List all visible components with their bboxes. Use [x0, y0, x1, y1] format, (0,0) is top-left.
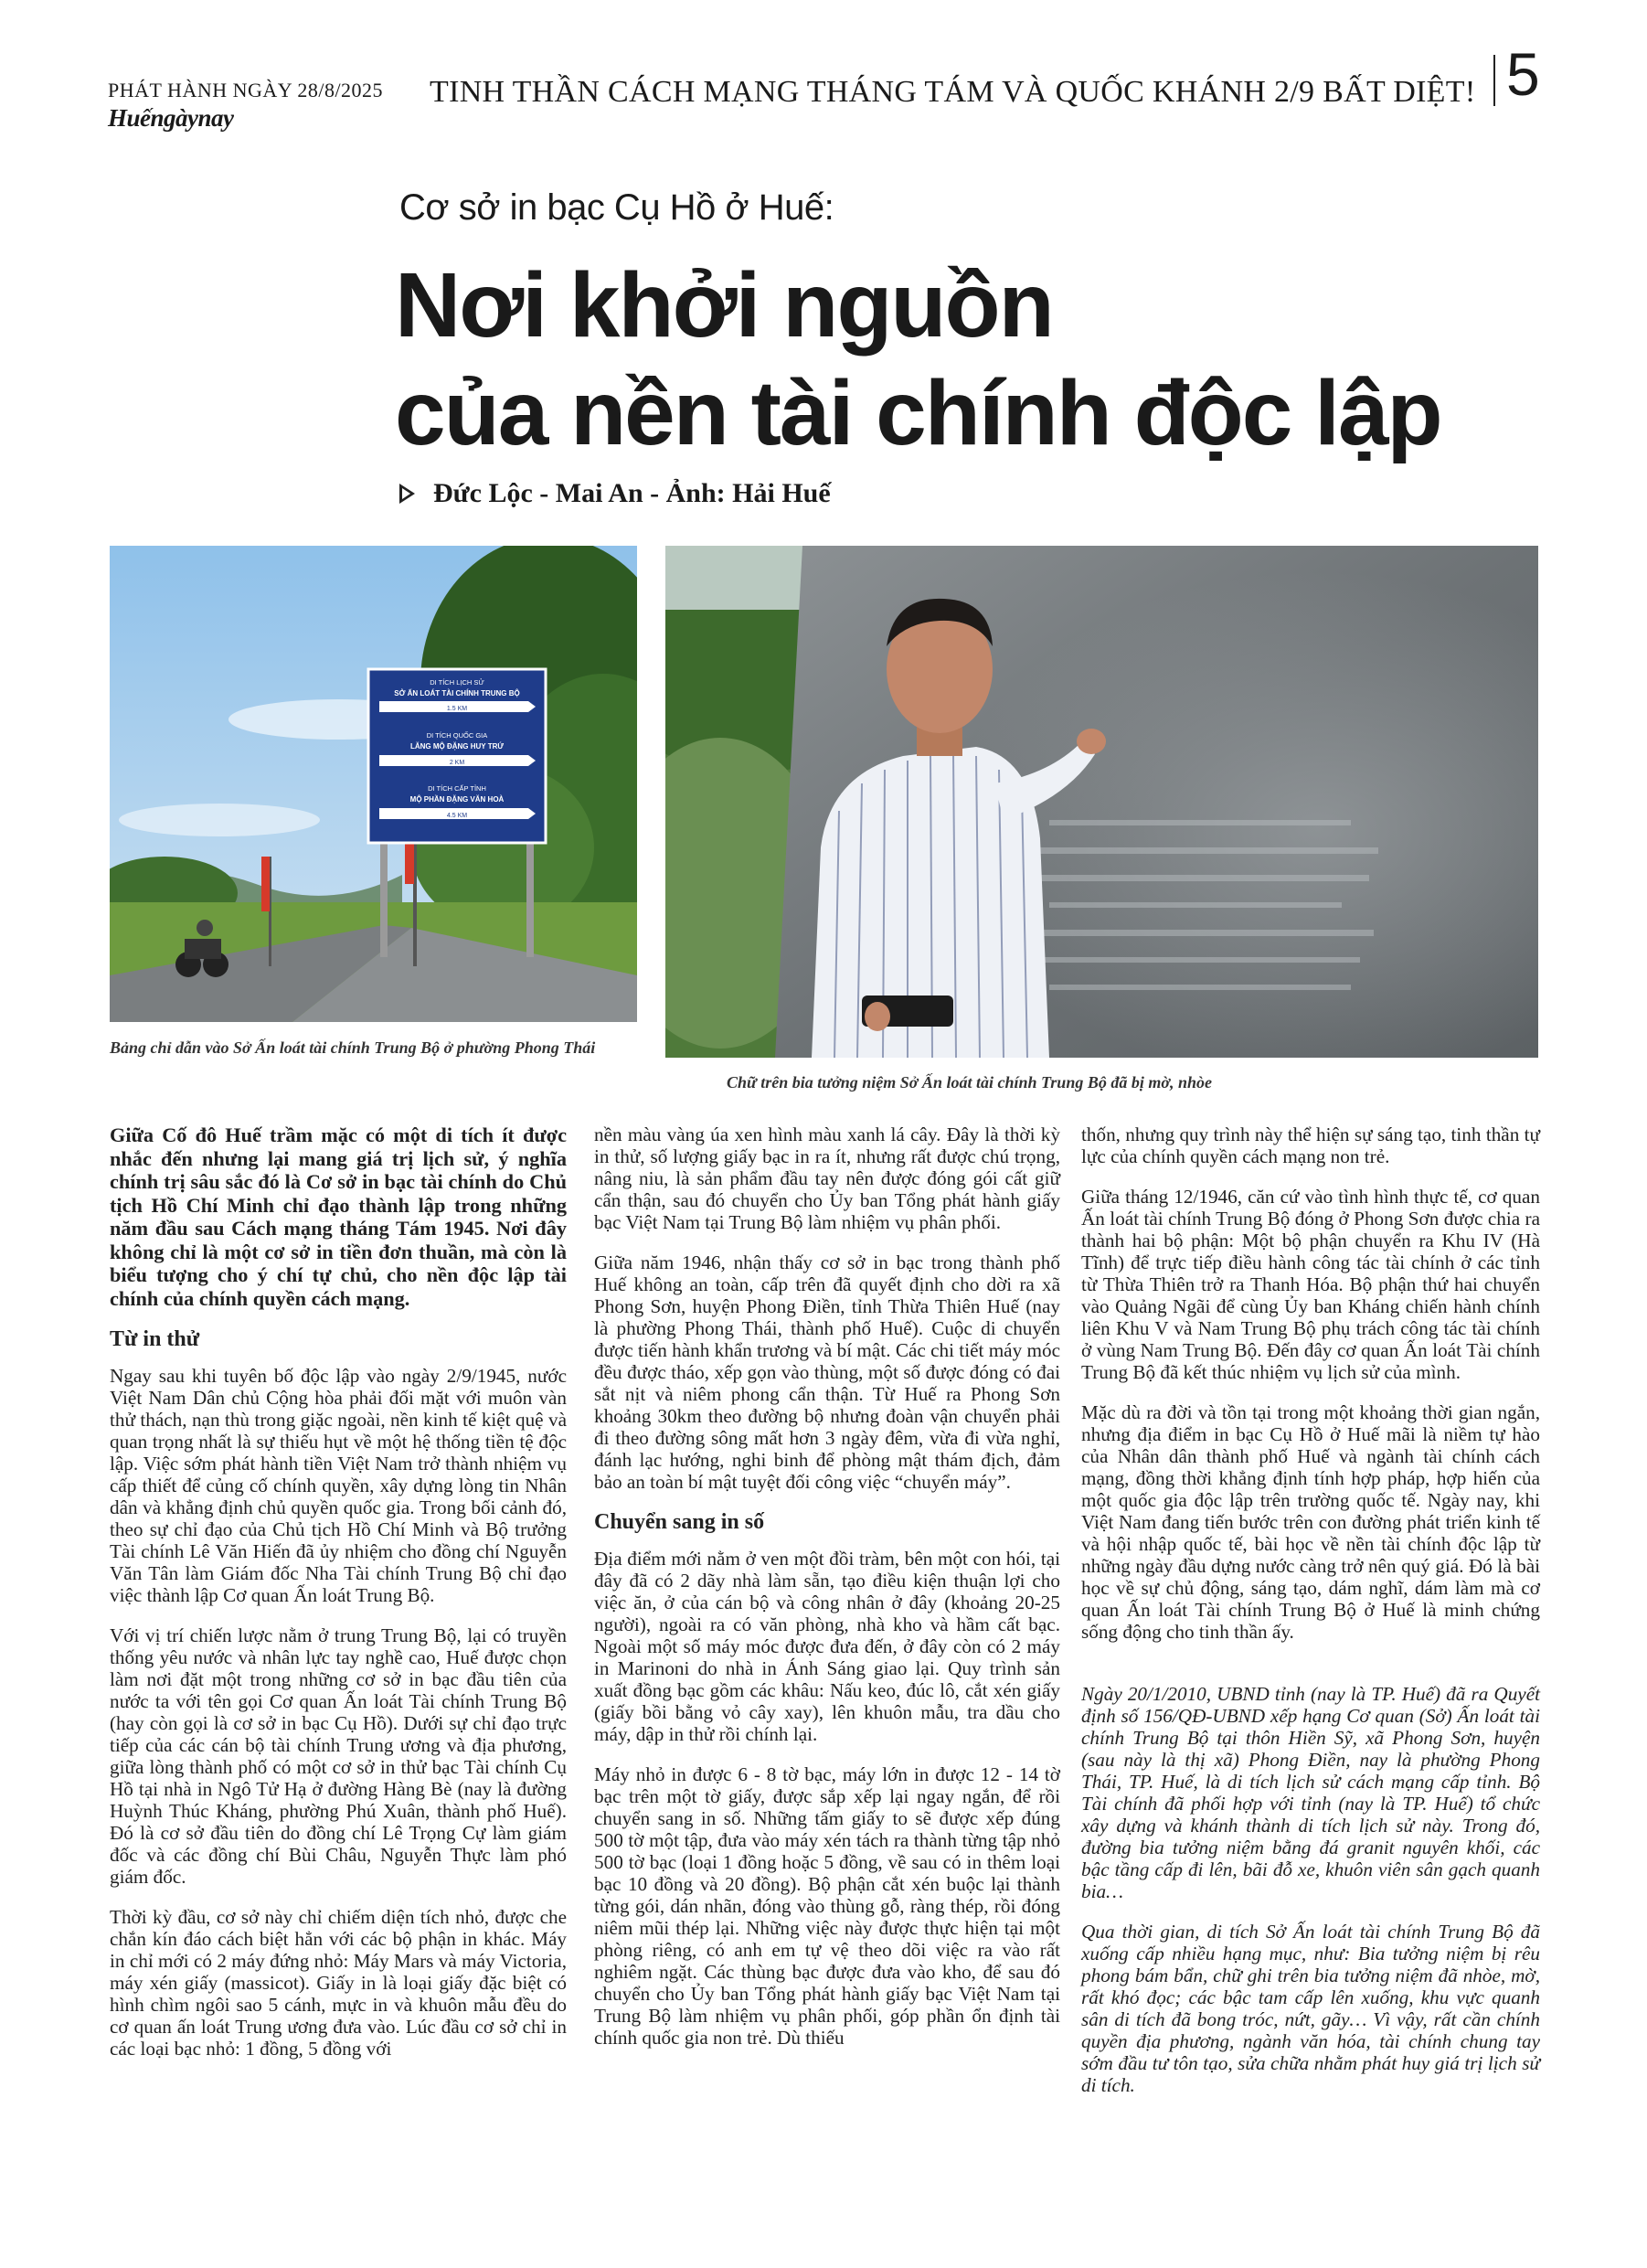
- sign-2-distance: 2 KM: [449, 760, 465, 766]
- sign-3-distance: 4.5 KM: [446, 813, 468, 819]
- article-column-1: [110, 1123, 567, 2078]
- sign-1-distance: 1.5 KM: [446, 706, 468, 712]
- headline-line-1: Nơi khởi nguồn: [395, 254, 1053, 357]
- paragraph: Thời kỳ đầu, cơ sở này chỉ chiếm diện tích nhỏ, được che chắn kín đáo cách biệt hẳn với các bộ phận in khác. Máy in chỉ mới có 2 máy đứng nhỏ: Máy Mars và máy Victoria, máy xén giấy (massicot). Giấy in là loại giấy đặc biệt có hình chìm ngôi sao 5 cánh, mực in và khuôn mẫu đều do cơ quan ấn loát Trung ương đưa vào. Lúc đầu cơ sở chỉ in các loại bạc nhỏ: 1 đồng, 5 đồng với: [110, 1906, 567, 2060]
- article-column-2: [594, 1123, 1060, 2067]
- paragraph: Ngay sau khi tuyên bố độc lập vào ngày 2/9/1945, nước Việt Nam Dân chủ Cộng hòa phải đối mặt với muôn vàn thử thách, nạn thù trong giặc ngoài, nền kinh tế kiệt quệ và quan trọng nhất là sự thiếu hụt về một hệ thống tiền tệ độc lập. Việc sớm phát hành tiền Việt Nam trở thành nhiệm vụ cấp thiết để củng cố chính quyền, xây dựng lòng tin Nhân dân và khẳng định chủ quyền quốc gia. Trong bối cảnh đó, theo sự chỉ đạo của Chủ tịch Hồ Chí Minh và Bộ trưởng Tài chính Lê Văn Hiến đã ủy nhiệm cho đồng chí Nguyễn Văn Tân làm Giám đốc Nha Tài chính Trung Bộ chỉ đạo việc thành lập Cơ quan Ấn loát Trung Bộ.: [110, 1365, 567, 1606]
- paragraph: Mặc dù ra đời và tồn tại trong một khoảng thời gian ngắn, nhưng địa điểm in bạc Cụ Hồ ở Huế mãi là niềm tự hào của Nhân dân thành phố Huế và ngành tài chính cách mạng, đồng thời khẳng định tính hợp pháp, hợp hiến của một quốc gia độc lập trên trường quốc tế. Ngày nay, khi Việt Nam đang tiến bước trên con đường phát triển kinh tế và hội nhập quốc tế, bài học về nền tài chính độc lập từ những ngày đầu dựng nước càng trở nên quý giá. Đó là bài học về sự chủ động, sáng tạo, dám nghĩ, dám làm mà cơ quan Ấn loát Tài chính Trung Bộ ở Huế là minh chứng sống động cho tinh thần ấy.: [1081, 1401, 1540, 1643]
- page-number: 5: [1506, 40, 1540, 108]
- sidebar-note: [1081, 1683, 1540, 2096]
- issue-date: PHÁT HÀNH NGÀY 28/8/2025: [108, 79, 384, 101]
- photo-memorial-stone: [665, 546, 1538, 1058]
- photo-road-sign: [110, 546, 637, 1022]
- header-divider: [1493, 55, 1495, 106]
- note-paragraph: Qua thời gian, di tích Sở Ấn loát tài chính Trung Bộ đã xuống cấp nhiều hạng mục, như: Bia tưởng niệm bị rêu phong bám bẩn, chữ ghi trên bia tưởng niệm đã nhòe, mờ, rất khó đọc; các bậc tam cấp lên xuống, khu vực quanh sân di tích đã bong tróc, nứt, gãy… Vì vậy, rất cần chính quyền địa phương, ngành văn hóa, tài chính chung tay sớm đầu tư tôn tạo, sửa chữa nhằm phát huy giá trị lịch sử di tích.: [1081, 1921, 1540, 2096]
- byline-text: Đức Lộc - Mai An - Ảnh: Hải Huế: [433, 478, 831, 508]
- newspaper-brand: Huếngàynay: [108, 104, 234, 132]
- article-column-3: [1081, 1123, 1540, 2114]
- header-slogan: TINH THẦN CÁCH MẠNG THÁNG TÁM VÀ QUỐC KHÁNH 2/9 BẤT DIỆT!: [430, 75, 1476, 109]
- byline: [399, 478, 831, 509]
- note-paragraph: Ngày 20/1/2010, UBND tỉnh (nay là TP. Huế) đã ra Quyết định số 156/QĐ-UBND xếp hạng Cơ quan (Sở) Ấn loát tài chính Trung Bộ tại thôn Hiền Sỹ, xã Phong Sơn, huyện (sau này là thị xã) Phong Điền, nay là phường Phong Thái, TP. Huế, là di tích lịch sử cách mạng cấp tỉnh. Bộ Tài chính đã phối hợp với tỉnh (nay là TP. Huế) tổ chức xây dựng và khánh thành di tích lịch sử này. Trong đó, đường bia tưởng niệm bằng đá granit nguyên khối, các bậc tầng cấp đi lên, bãi đỗ xe, khuôn viên sân gạch quanh bia…: [1081, 1683, 1540, 1902]
- paragraph: Địa điểm mới nằm ở ven một đồi tràm, bên một con hói, tại đây đã có 2 dãy nhà làm sẵn, tạo điều kiện thuận lợi cho việc ăn, ở của cán bộ và công nhân ở đây (khoảng 20-25 người), ngoài ra có văn phòng, nhà kho và hầm cất bạc. Ngoài một số máy móc được đưa đến, ở đây còn có 2 máy in Marinoni do nhà in Ánh Sáng giao lại. Quy trình sản xuất đồng bạc gồm các khâu: Nấu keo, đúc lô, cắt xén giấy (giấy bồi bằng vỏ cây xay), lên khuôn mẫu, tra dầu cho máy, dập in thử rồi chính lại.: [594, 1548, 1060, 1745]
- headline-line-2: của nền tài chính độc lập: [395, 362, 1441, 464]
- sign-3-label: DI TÍCH CẤP TỈNH: [428, 784, 486, 793]
- sign-3-name: MỘ PHẦN ĐẶNG VĂN HOÀ: [409, 795, 505, 804]
- sign-1-name: SỞ ẤN LOÁT TÀI CHÍNH TRUNG BỘ: [394, 689, 520, 697]
- road-sign-illustration: [110, 546, 637, 1022]
- play-triangle-icon: [399, 484, 415, 504]
- paragraph: Giữa tháng 12/1946, căn cứ vào tình hình thực tế, cơ quan Ấn loát tài chính Trung Bộ đóng ở Phong Sơn được chia ra thành hai bộ phận: Một bộ phận chuyển ra Khu IV (Hà Tĩnh) để trực tiếp điều hành công tác tài chính ở các tỉnh từ Thừa Thiên trở ra Thanh Hóa. Bộ phận thứ hai chuyển vào Quảng Ngãi để cùng Ủy ban Kháng chiến hành chính liên Khu V và Nam Trung Bộ phụ trách công tác tài chính ở vùng Nam Trung Bộ. Đến đây cơ quan Ấn loát Tài chính Trung Bộ đã kết thúc nhiệm vụ lịch sử của mình.: [1081, 1186, 1540, 1383]
- paragraph: nền màu vàng úa xen hình màu xanh lá cây. Đây là thời kỳ in thử, số lượng giấy bạc in ra ít, nhưng rất được chú trọng, nâng niu, là sản phẩm đầu tay nên được đóng gói cất giữ cẩn thận, sau đó chuyển cho Ủy ban Tổng phát hành giấy bạc Việt Nam tại Trung Bộ làm nhiệm vụ phân phối.: [594, 1123, 1060, 1233]
- photo-1-caption: Bảng chỉ dẫn vào Sở Ấn loát tài chính Trung Bộ ở phường Phong Thái: [110, 1038, 596, 1057]
- article-headline: [395, 251, 1583, 467]
- lead-paragraph: Giữa Cố đô Huế trầm mặc có một di tích ít được nhắc đến nhưng lại mang giá trị lịch sử, ý nghĩa chính trị sâu sắc đó là Cơ sở in bạc tài chính do Chủ tịch Hồ Chí Minh chỉ đạo thành lập trong những năm đầu sau Cách mạng tháng Tám 1945. Nơi đây không chỉ là một cơ sở in tiền đơn thuần, mà còn là biểu tượng cho ý chí tự chủ, cho nền độc lập tài chính của chính quyền cách mạng.: [110, 1123, 567, 1310]
- photo-2-caption: Chữ trên bia tưởng niệm Sở Ấn loát tài chính Trung Bộ đã bị mờ, nhòe: [727, 1073, 1213, 1091]
- subheading-tu-in-thu: Từ in thử: [110, 1327, 200, 1351]
- paragraph: Máy nhỏ in được 6 - 8 tờ bạc, máy lớn in được 12 - 14 tờ bạc trên một tờ giấy, được sắp xếp lại ngay ngắn, để rồi chuyển sang in số. Những tấm giấy to sẽ được xếp đúng 500 tờ một tập, đưa vào máy xén tách ra thành từng tập nhỏ 500 tờ bạc (loại 1 đồng hoặc 5 đồng, về sau có in thêm loại bạc 10 đồng và 20 đồng). Bộ phận cắt xén buộc lại thành từng gói, dán nhãn, đóng vào thùng gỗ, ràng thép, rồi đóng niêm mũi thép lại. Những việc này được thực hiện tại một phòng riêng, có anh em tự vệ theo dõi việc ra vào rất nghiêm ngặt. Các thùng bạc được đưa vào kho, để sau đó chuyển cho Ủy ban Tổng phát hành giấy bạc Việt Nam tại Trung Bộ làm nhiệm vụ phân phối, góp phần ổn định tài chính quốc gia non trẻ. Dù thiếu: [594, 1763, 1060, 2049]
- sign-2-label: DI TÍCH QUỐC GIA: [426, 731, 488, 740]
- sign-2-name: LĂNG MỘ ĐẶNG HUY TRỨ: [409, 742, 505, 751]
- paragraph: thốn, nhưng quy trình này thể hiện sự sáng tạo, tinh thần tự lực của chính quyền cách mạng non trẻ.: [1081, 1123, 1540, 1167]
- paragraph: Giữa năm 1946, nhận thấy cơ sở in bạc trong thành phố Huế không an toàn, cấp trên đã quyết định cho dời ra xã Phong Sơn, huyện Phong Điền, tỉnh Thừa Thiên Huế (nay là phường Phong Thái, thành phố Huế). Cuộc di chuyển được tiến hành khẩn trương và bí mật. Các chi tiết máy móc đều được tháo, xếp gọn vào thùng, một số được đóng có đai sắt nịt và niêm phong cẩn thận. Từ Huế ra Phong Sơn khoảng 30km theo đường bộ nhưng đoàn vận chuyển phải đi theo đường sông mất hơn 3 ngày đêm, vừa đi vừa nghỉ, đánh lạc hướng, nghi binh để phòng mật thám địch, đảm bảo an toàn bí mật tuyệt đối công việc “chuyển máy”.: [594, 1251, 1060, 1493]
- article-kicker: Cơ sở in bạc Cụ Hồ ở Huế:: [399, 187, 834, 228]
- paragraph: Với vị trí chiến lược nằm ở trung Trung Bộ, lại có truyền thống yêu nước và nhân lực tay nghề cao, Huế được chọn làm nơi đặt một trong những cơ sở in bạc đầu tiên của nước ta với tên gọi Cơ quan Ấn loát Tài chính Trung Bộ (hay còn gọi là cơ sở in bạc Cụ Hồ). Dưới sự chỉ đạo trực tiếp của các cán bộ tài chính Trung ương và địa phương, giữa lòng thành phố có một cơ sở in thử bạc Tài chính Cụ Hồ tại nhà in Ngô Tử Hạ ở đường Hàng Bè (nay là đường Huỳnh Thúc Kháng, phường Phú Xuân, thành phố Huế). Đó là cơ sở đầu tiên do đồng chí Lê Trọng Cự làm giám đốc và các đồng chí Bùi Châu, Nguyễn Thực làm phó giám đốc.: [110, 1624, 567, 1888]
- memorial-stone-illustration: [665, 546, 1538, 1058]
- subheading-chuyen-sang-in-so: Chuyển sang in số: [594, 1510, 765, 1534]
- sign-1-label: DI TÍCH LỊCH SỬ: [430, 678, 484, 687]
